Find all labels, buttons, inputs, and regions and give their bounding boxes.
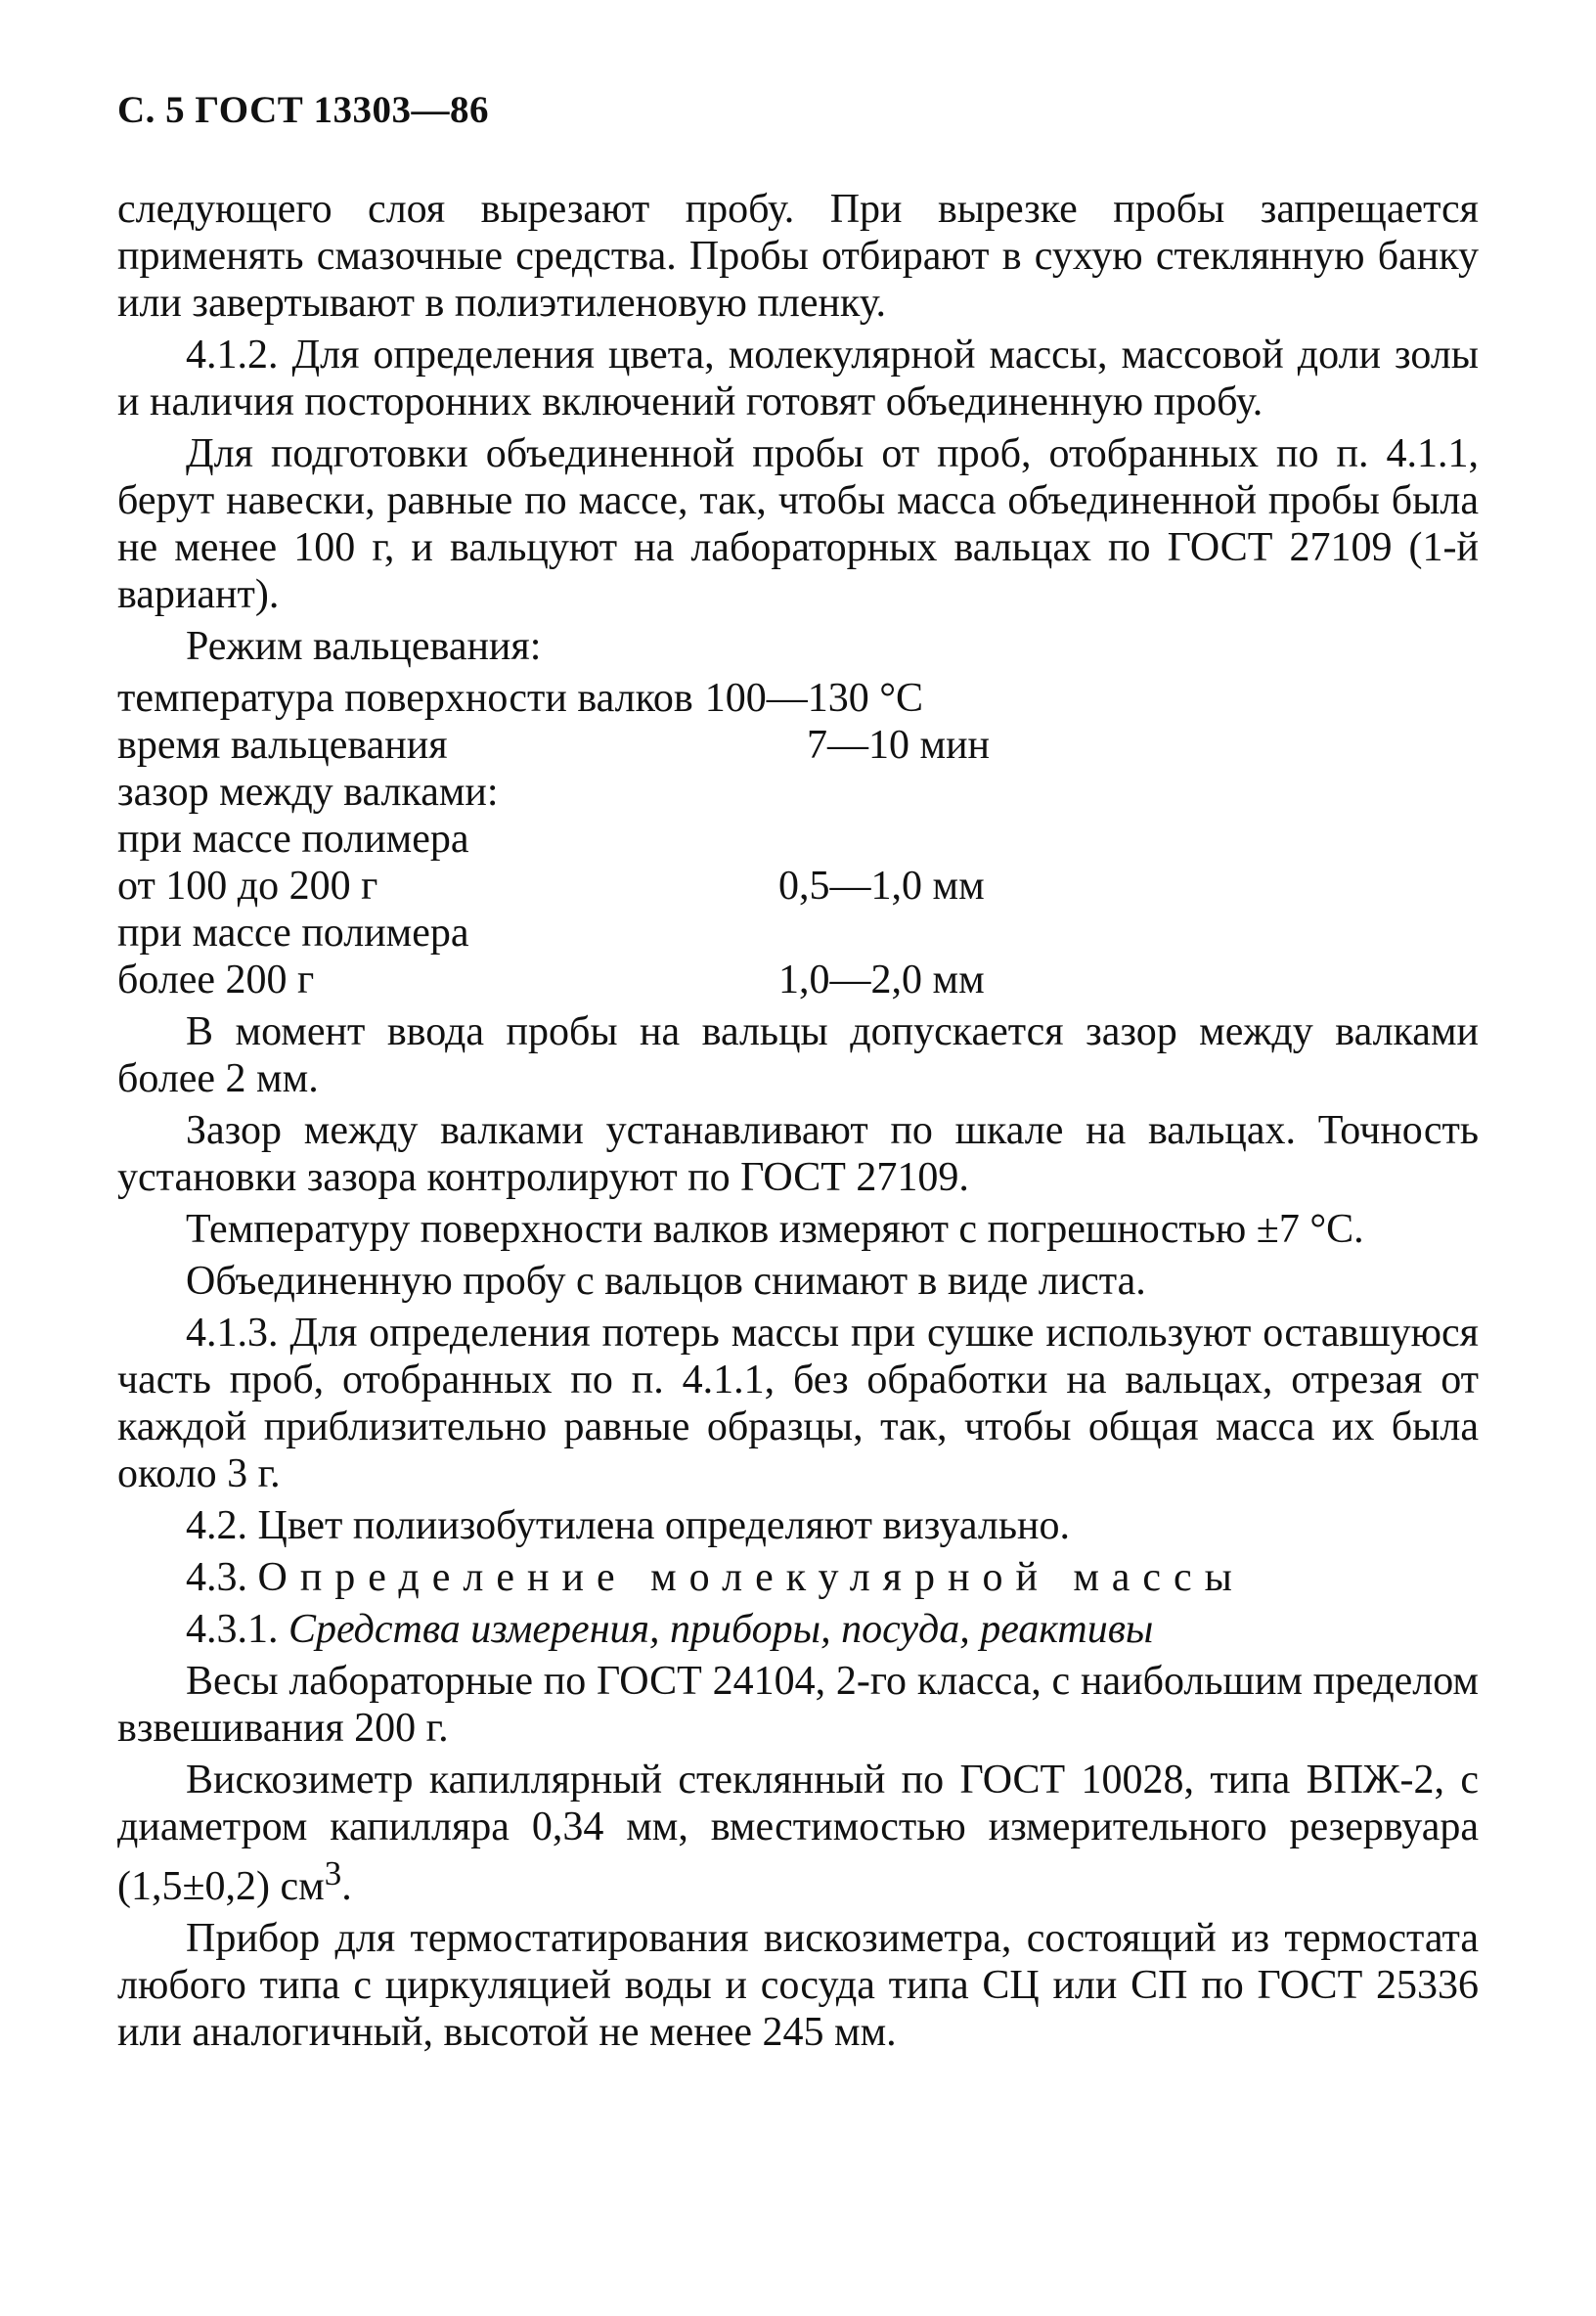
paragraph-thermostat: Прибор для термостатирования вискозиметра, состоящий из термостата любого типа с циркуляцией воды и сосуда типа СЦ или СП по ГОСТ 25336 или аналогичный, высотой не менее 245 мм. xyxy=(117,1916,1479,2055)
section-title-spaced: Определение молекулярной массы xyxy=(257,1555,1245,1600)
page-header: С. 5 ГОСТ 13303—86 xyxy=(117,89,489,131)
paragraph-gap-setting: Зазор между валками устанавливают по шкале на вальцах. Точность установки зазора контролируют по ГОСТ 27109. xyxy=(117,1108,1479,1200)
mode-label: зазор между валками: xyxy=(117,770,499,815)
mode-row xyxy=(117,675,1479,722)
viscometer-text: Вискозиметр капиллярный стеклянный по ГОСТ 10028, типа ВПЖ-2, с диаметром капилляра 0,34 мм, вместимостью измерительного резервуара (1,5±0,2) см xyxy=(117,1758,1479,1909)
section-number: 4.3. xyxy=(186,1555,247,1600)
subsection-number: 4.3.1. xyxy=(186,1607,279,1652)
mode-label: более 200 г xyxy=(117,958,315,1002)
paragraph-temperature-measure: Температуру поверхности валков измеряют с погрешностью ±7 °С. xyxy=(186,1207,1364,1252)
mode-value: 7—10 мин xyxy=(807,723,991,768)
mode-label: при массе полимера xyxy=(117,817,469,862)
mode-row xyxy=(117,769,1479,816)
cubic-exponent: 3 xyxy=(324,1854,342,1893)
mode-value: 1,0—2,0 мм xyxy=(778,958,985,1002)
document-body xyxy=(117,186,1479,2056)
paragraph-viscometer xyxy=(117,1757,1479,1910)
mode-value: 0,5—1,0 мм xyxy=(778,864,985,909)
paragraph-4-2: 4.2. Цвет полиизобутилена определяют визуально. xyxy=(186,1503,1071,1548)
mode-row xyxy=(117,816,1479,863)
paragraph-continuation: следующего слоя вырезают пробу. При вырезке пробы запрещается применять смазочные средства. Пробы отбирают в сухую стеклянную банку или завертывают в полиэтиленовую пленку. xyxy=(117,187,1479,326)
mode-value: 100—130 °С xyxy=(704,676,924,721)
mode-label: при массе полимера xyxy=(117,911,469,956)
paragraph-input-gap: В момент ввода пробы на вальцы допускается зазор между валками более 2 мм. xyxy=(117,1009,1479,1101)
rolling-mode-table xyxy=(117,675,1479,1003)
sentence-end: . xyxy=(341,1864,352,1909)
mode-row xyxy=(117,957,1479,1003)
subsection-heading-4-3-1 xyxy=(117,1606,1479,1653)
paragraph-scales: Весы лабораторные по ГОСТ 24104, 2-го класса, с наибольшим пределом взвешивания 200 г. xyxy=(117,1659,1479,1751)
paragraph-4-1-2: 4.1.2. Для определения цвета, молекулярной массы, массовой доли золы и наличия посторонних включений готовят объединенную пробу. xyxy=(117,333,1479,424)
section-heading-4-3 xyxy=(117,1554,1479,1601)
mode-row xyxy=(117,863,1479,910)
paragraph-4-1-3: 4.1.3. Для определения потерь массы при сушке используют оставшуюся часть проб, отобранных по п. 4.1.1, без обработки на вальцах, отрезая от каждой приблизительно равные образцы, так, чтобы общая масса их была около 3 г. xyxy=(117,1311,1479,1496)
mode-label: температура поверхности валков xyxy=(117,676,693,721)
paragraph-rolling-mode-title: Режим вальцевания: xyxy=(186,624,542,669)
mode-label: время вальцевания xyxy=(117,723,448,768)
mode-label: от 100 до 200 г xyxy=(117,864,378,909)
subsection-title-italic: Средства измерения, приборы, посуда, реактивы xyxy=(288,1607,1154,1652)
mode-row xyxy=(117,722,1479,769)
mode-row xyxy=(117,910,1479,957)
paragraph-sheet-removal: Объединенную пробу с вальцов снимают в виде листа. xyxy=(186,1259,1146,1304)
paragraph-combined-sample: Для подготовки объединенной пробы от проб, отобранных по п. 4.1.1, берут навески, равные по массе, так, чтобы масса объединенной пробы была не менее 100 г, и вальцуют на лабораторных вальцах по ГОСТ 27109 (1-й вариант). xyxy=(117,431,1479,617)
